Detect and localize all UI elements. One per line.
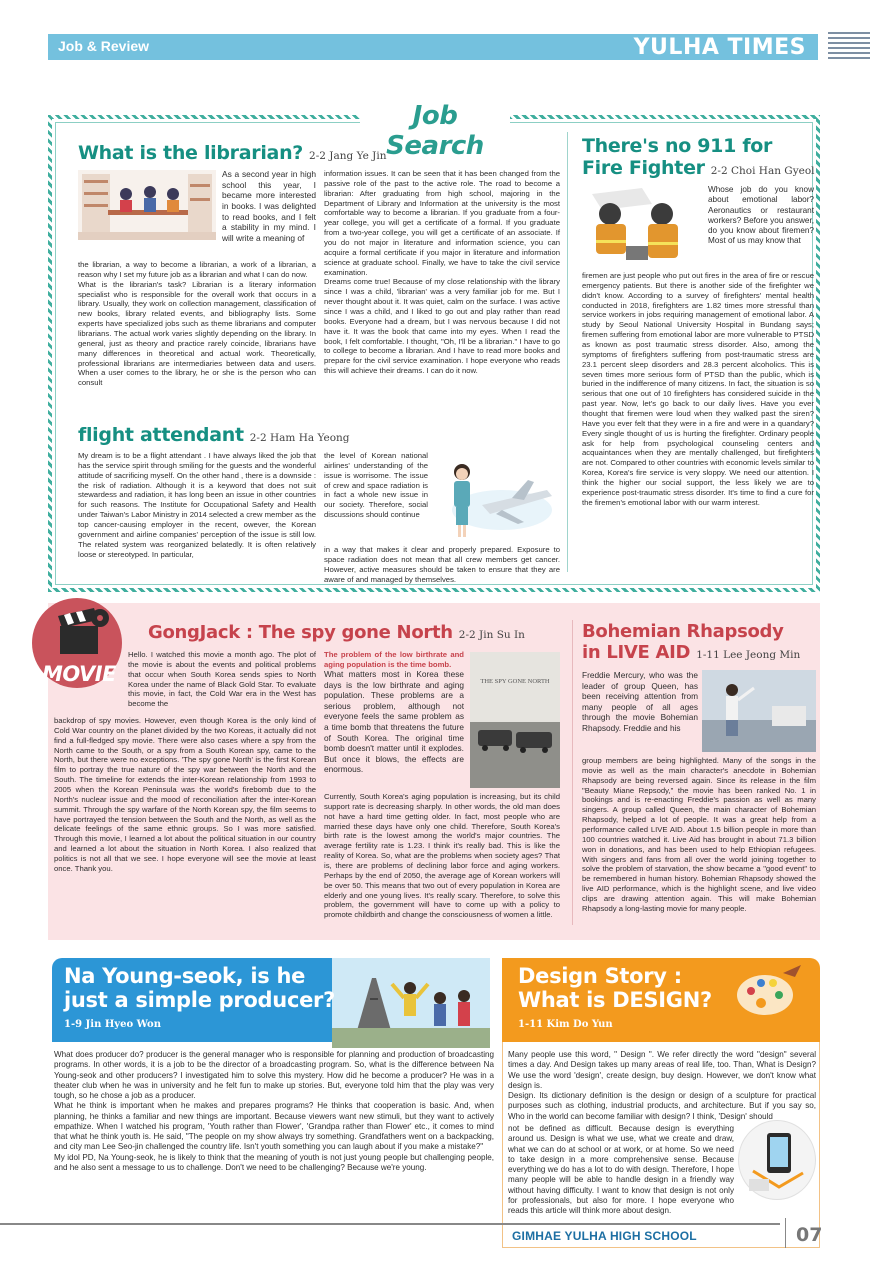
flight-title-text: flight attendant	[78, 424, 244, 446]
firefighter-title	[582, 136, 815, 180]
flight-column-2-top: the level of Korean national airlines' understanding of the issue is worrisome. The issue of crew and space radiation is in fact a whole new issue in our society. Therefore, social discussions should continue	[324, 451, 428, 520]
flight-illustration	[432, 450, 560, 542]
librarian-intro: As a second year in high school this year, I became more interested in books. I was delighted to read books, and I felt a stability in my mind. I will write a meaning of	[222, 169, 316, 244]
librarian-byline: 2-2 Jang Ye Jin	[309, 150, 387, 162]
design-title-line2: What is DESIGN?	[518, 987, 712, 1012]
firefighter-intro: Whose job do you know about emotional labor? Aeronautics or restaurant workers? Before you answer, do you know about firemen? Most of us may know that	[708, 185, 814, 246]
phone-design-icon	[739, 1121, 817, 1201]
design-body-bottom: not be defined as difficult. Because design is everything around us. Design is what we use, what we create and draw, what we can do at school or at work, or at home. So we need to take design in a more comprehensive sense. Because everything we do has a lot to do with design. Therefore, I hope many people will be able to handle design in a friendly way without having difficulty. I want to know that design is not only for professionals, but also for more. I hope everyone who reads this article will think more about design.	[508, 1124, 734, 1216]
firefighter-icon	[582, 184, 702, 268]
flight-title	[78, 424, 350, 446]
gongjack-title	[148, 622, 525, 643]
header-stripes	[828, 32, 870, 62]
na-young-seok-title	[64, 965, 335, 1012]
flight-byline: 2-2 Ham Ha Yeong	[249, 432, 350, 444]
gongjack-byline: 2-2 Jin Su In	[458, 629, 525, 641]
na-young-seok-photo	[332, 958, 490, 1048]
design-byline: 1-11 Kim Do Yun	[518, 1019, 613, 1030]
librarian-title	[78, 142, 386, 164]
gongjack-column-2-intro: What matters most in Korea these days is the low birthrate and aging population. These problems are a serious problem, although not everyone feels the same problem as a time bomb that threatens the future of South Korea. The original time bomb doesn't matter until it explodes. But once it blows, the effects are enormous.	[324, 669, 464, 775]
bohemian-title	[582, 622, 800, 663]
concert-photo-icon	[702, 670, 816, 752]
librarian-column-2: information issues. It can be seen that it has been changed from the passive role of the past to the active role. The road to become a librarian: After graduating from high school, majoring in the Department of Library and Information at the university is the most comfortable way to become a librarian. If you graduate from a four-year college, you will get a certificate of a formal. If you graduate from a two-year college, you will get a certificate of an associate. If you do not major in literature and information science, you can acquire a formal certificate if you major in literature and information science at graduate school. Finally, we have to take the civil service examination. Dreams come true! Because of my close relationship with the library since I was a child, 'librarian' was a very familiar job for me. But I never thought about it. It was quiet, calm on the surface. I was active since I was a child, and I liked to go out and play rather than read books. Everyone had a dream, but I was nervous because I did not have it. It was the book that came into my eyes. When I read the book, I felt comfortable. I thought, "Oh, I'll be a librarian." I have to go to college to become a librarian. And I have to read more books and prepare for the civil service examination. I hope everyone who reads this will achieve their dreams. I can do it now.	[324, 169, 560, 376]
live-aid-photo	[702, 670, 816, 752]
bohemian-title-line2: in LIVE AID	[582, 641, 691, 663]
spy-movie-poster	[470, 652, 560, 788]
paper-title: YULHA TIMES	[633, 35, 806, 60]
flight-column-1: My dream is to be a flight attendant . I have always liked the job that has the service spirit through smiling for the guests and the wonderful attitude of sacrificing myself. On the other hand , there is a downside : the risk of radiation. Although it is a keyword that does not suit stewardess and radiation, it has long been an issue in other countries for such reasons. The Institute for Occupational Safety and Health under Taiwan's Labor Ministry in 2014 selected a crew member as the top cancer-causing employer in the recent, owever, the Korean government and airline companies' perception of the issue is still low. The related system was reorganized belatedly. It is often relatively loose or stereotyped. In particular,	[78, 451, 316, 559]
design-body-top: Many people use this word, " Design ". We refer directly the word "design" several times a day. And Design takes up many areas of real life, too. Than, What is Design? We use the word 'design', create design, buy design. However, we don't know what design is. Design. Its dictionary definition is the design or design of a sculpture for practical purposes such as clothing, industrial products, and architecture. But if you say so, Who in the world can become familiar with design? I think, 'Design' should	[508, 1050, 816, 1121]
bohemian-body: group members are being highlighted. Many of the songs in the movie as well as the main character's anecdote in Bohemian Rhapsody are being reversed again. Since its release in the film "Beauty Miane Repsody," the movie has been ranked No. 1 in bookings and is re-enacting Freddie's passion as well as many singers. A group called Queen, the main character of Bohemian Rhapsody, helped a lot of people. It was a great help from a performance called LIVE AID. About 1.5 billion people in more than 100 countries watched it. Live Aid has brought in about 71.3 billion won in donations, and has been used to help Ethiopian refugees. With singers and fans from all over the world joining together to solve the problem of starvation, the show became a "good event" to be remembered in human history. Bohemian Rhapsody showed the live AID performance, which is the highlight scene, and live video clips are drawing attention again. This will make Bohemian Rhapsody a long-lasting movie for many people.	[582, 756, 816, 913]
na-young-seok-body: What does producer do? producer is the general manager who is responsible for planning and production of broadcasting programs. In other words, it is a job to be the director of a broadcasting program. So, what is the difference between Na Young-seok and other producers? I investigated him to solve this mystery. How did he become a producer? He was in a theater club when he was in university and he felt fun to make up stories. But, everyone told him that the play was very tough, so he chose a job as a producer. What he think is important when he makes and prepares programs? He thinks that cooperation is basic. And, when planning, he thinks a familiar and new things are important. Because viewers want new stimuli, but they want to actively empathize. When I watched his program, 'Youth rather than Flower', 'Grandpa rather than Flower' etc., it comes to mind that what he think youth is. He said, "The people on my show always try something. Grandfathers went on a backpacking, and city man Lee Seo-jin challenged the country life. Isn't youth something you can laugh about if you make a mistake?" My idol PD, Na Young-seok, he is likely to think that the meaning of youth is not just young people but challenging people, and he also sent a message to us to challenge. Don't we need to be challenging? Because we're young.	[54, 1050, 494, 1172]
librarian-title-text: What is the librarian?	[78, 142, 304, 164]
gongjack-title-text: GongJack : The spy gone North	[148, 622, 453, 643]
movie-poster-icon	[470, 652, 560, 788]
librarian-illustration	[78, 170, 216, 240]
poster-title: THE SPY GONE NORTH	[480, 678, 550, 685]
footer-school-name: GIMHAE YULHA HIGH SCHOOL	[512, 1229, 697, 1243]
design-title	[518, 965, 712, 1012]
movie-badge-label: MOVIE	[42, 662, 116, 686]
firefighter-title-line2: Fire Fighter	[582, 156, 705, 179]
design-illustration	[738, 1120, 816, 1200]
movie-column-divider	[572, 620, 573, 925]
librarian-column-1: the librarian, a way to become a librarian, a work of a librarian, a reason why I set my future job as a librarian and what I can do now. What is the librarian's task? Librarian is a literary information specialist who is responsible for the overall work that occurs in a library. Usually, they work on collection management, classification of new books, library related events, and bibliography lists. Some experts have specialized jobs such as theme librarians and computer librarians. The actual work varies slightly depending on the library. In general, just as theory and practice rarely coincide, librarians have many differences in theoretical and actual work. Theoretically, professional librarians are intermediaries between data and users. When a user comes to the library, he or she is the person who can consult	[78, 260, 316, 388]
airplane-attendant-icon	[432, 450, 560, 542]
firefighter-body: firemen are just people who put out fires in the area of fire or rescue emergency patients. But there is another side of the firefighter we didn't know. According to a survey of firefighters' mental health conducted in 2018, firefighters are 1.82 times more stressful than service workers in jobs requiring management of emotional labor. A study by Seoul National University Hospital in Bundang says; firemen suffering from emotional labor are more vulnerable to PTSD as known as post traumatic stress disorder. Also, among the symptoms of firefighters suffering from post-traumatic stress are 23.1 percent sleep disorders and 28.3 percent alcoholics. This is seven times more serious form of PTSD than the public, which is buried in the indifference of many citizens. In fact, the situation is so serious that one out of 10 firefighters has considered suicide in the past year. Now, let's go back to our daily lives. Have you ever thought that firemen were loud when they walked past the siren? Have you ever felt that they were in a fire and were in a quandary? Every single thought of us is hurting the firefighter. Ordinary people ask for help from psychological counseling centers and acquaintances when they are mentally challenged, but firefighters are not. Compared to other countries with economic levels similar to Korea, Korea's fire service is very sloppy. We need our attention. I think the higher our social support, the less likely we are to experience post-traumatic stress disorder. It's time to find a cure for the firemen's emotional labor with our warm interest.	[582, 271, 814, 507]
design-title-line1: Design Story :	[518, 964, 682, 988]
page-number: 07	[796, 1224, 823, 1246]
firefighter-byline: 2-2 Choi Han Gyeol	[710, 164, 815, 177]
gongjack-column-2-heading: The problem of the low birthrate and aging population is the time bomb.	[324, 650, 464, 669]
na-title-line1: Na Young-seok, is he	[64, 964, 306, 988]
column-divider	[567, 132, 568, 572]
firefighter-title-line1: There's no 911 for	[582, 135, 773, 157]
footer-separator	[785, 1218, 786, 1248]
gongjack-column-2: Currently, South Korea's aging population is increasing, but its child support rate is decreasing sharply. In other words, the old man does not have a hard time getting older. In fact, most people who are married these days have only one child. Therefore, South Korea's birth rate is the lowest among the world's major countries. The average fertility rate is 1.23. I think it's really bad. This is like the reality of Korea. So, what are the problems when society ages? That is, there are problems of declining labor force and aging workers. Perhaps by the end of 2050, the average age of Korean workers will be over 50. This means that two out of every population in Korea are elderly and one young lives. It's really scary. Therefore, to solve this problem, the government will have to come up with a policy to promote childbirth and change the consciousness of women a little.	[324, 792, 560, 920]
gongjack-intro: Hello. I watched this movie a month ago. The plot of the movie is about the events and political problems that occur when South Korea sends spies to North Korea under the name of Black Gold Star. To evaluate this movie, in fact, the Cold War era in the West has become the	[128, 650, 316, 709]
job-search-heading: Job Search	[386, 101, 484, 161]
bohemian-intro: Freddie Mercury, who was the leader of group Queen, has been receiving attention from many people of all ages through the movie Bohemian Rhapsody. Freddie and his	[582, 670, 698, 734]
firefighter-illustration	[582, 184, 702, 268]
paint-palette-icon	[735, 965, 803, 1019]
library-illustration-icon	[78, 170, 216, 240]
travel-photo-icon	[332, 958, 490, 1048]
footer-rule	[0, 1223, 780, 1225]
na-title-line2: just a simple producer?	[64, 987, 335, 1012]
section-label: Job & Review	[58, 38, 150, 54]
bohemian-byline: 1-11 Lee Jeong Min	[696, 648, 801, 661]
clapperboard-icon	[52, 604, 112, 660]
flight-column-2-bottom: in a way that makes it clear and properly prepared. Exposure to space radiation does not mean that all crew members get cancer. However, active measures should be taken to ensure that they are aware of and managed by themselves.	[324, 545, 560, 584]
na-young-seok-byline: 1-9 Jin Hyeo Won	[64, 1019, 161, 1030]
gongjack-column-1: backdrop of spy movies. However, even though Korea is the only kind of Cold War country on the planet divided by the two Koreas, it actually did not find a full-fledged spy movie. There were also cases where a spy from the North came to the South, or a spy from a South Korean spy, came to the North, but there were no exceptions. 'The spy gone North' is the first Korean film to portray the true nature of the spy war between the North and the South. The timeline for extends the inter-Korean relationship from 1993 to 2005 when the Korean Peninsula was the world's firebomb due to the North's nuclear issue and the mood of reconciliation after the inter-Korean summit. Through the spy warfare of the North Korean spy, the film seems to have portrayed the tension between the South and the North, as well as the delicate feelings of the same ethnic groups. So I was more satisfied. Through this movie, I learned a lot about the political situation in our country and learned a lot about the situation in North Korea. I also realized that politics is not all that we see. I hope everyone will see the movie at least once. Thank you.	[54, 716, 316, 873]
bohemian-title-line1: Bohemian Rhapsody	[582, 621, 784, 642]
